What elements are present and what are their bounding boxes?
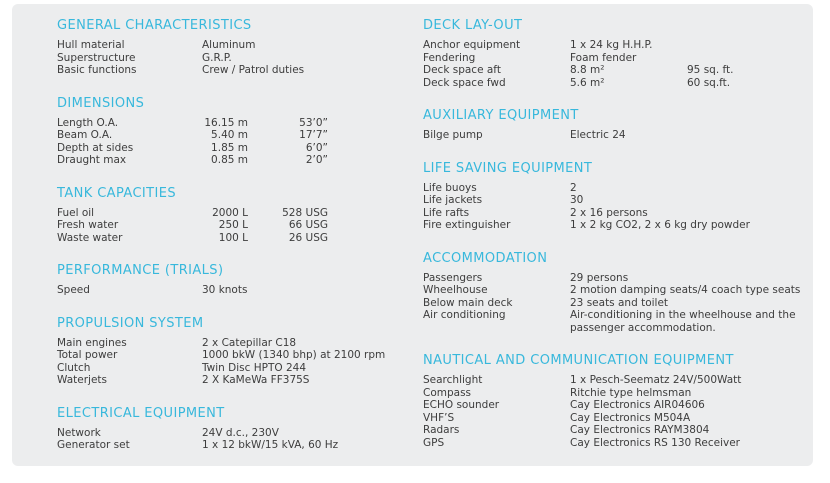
spec-label: Length O.A. xyxy=(57,116,119,129)
spec-label: Passengers xyxy=(423,271,483,284)
section-deck-lay-out xyxy=(423,18,815,89)
spec-value: 1000 bkW (1340 bhp) at 2100 rpm xyxy=(202,349,386,361)
spec-label: Depth at sides xyxy=(57,141,134,154)
spec-value: 16.15 m xyxy=(204,116,248,129)
spec-label: Speed xyxy=(57,284,90,296)
spec-row xyxy=(423,297,815,310)
spec-value: 66 USG xyxy=(288,219,328,231)
spec-value: Air-conditioning in the wheelhouse and the passenger accommodation. xyxy=(570,309,796,334)
spec-value: G.R.P. xyxy=(202,51,232,64)
spec-label: Network xyxy=(57,426,101,439)
spec-column-right xyxy=(423,18,815,468)
spec-row xyxy=(423,219,815,232)
spec-row xyxy=(57,117,397,130)
spec-row xyxy=(423,207,815,220)
spec-value: 53’0” xyxy=(299,116,328,129)
spec-value: 2 xyxy=(570,181,577,194)
spec-column-left xyxy=(57,18,397,471)
section-performance-trials xyxy=(57,263,397,297)
spec-label: Waste water xyxy=(57,231,123,244)
spec-label: Clutch xyxy=(57,361,91,374)
spec-row xyxy=(57,207,397,220)
spec-row xyxy=(423,194,815,207)
section-tank-capacities xyxy=(57,186,397,245)
spec-row xyxy=(57,129,397,142)
spec-value: Foam fender xyxy=(570,51,637,64)
spec-row xyxy=(423,437,815,450)
spec-label: Below main deck xyxy=(423,296,513,309)
section-title: AUXILIARY EQUIPMENT xyxy=(423,108,579,123)
spec-value: 1 x 2 kg CO2, 2 x 6 kg dry powder xyxy=(570,219,750,231)
spec-sheet-panel xyxy=(12,4,813,466)
spec-label: Main engines xyxy=(57,336,127,349)
section-dimensions xyxy=(57,96,397,167)
spec-label: Waterjets xyxy=(57,374,108,386)
spec-value: 1 x 12 bkW/15 kVA, 60 Hz xyxy=(202,439,339,451)
spec-label: Fuel oil xyxy=(57,206,95,219)
spec-row xyxy=(423,309,815,334)
spec-row xyxy=(57,64,397,77)
spec-value: 26 USG xyxy=(288,231,328,244)
spec-label: Searchlight xyxy=(423,374,483,386)
section-nautical-and-communication-equipment xyxy=(423,353,815,449)
spec-row xyxy=(57,39,397,52)
spec-value: 24V d.c., 230V xyxy=(202,426,279,439)
spec-label: Basic functions xyxy=(57,64,137,76)
spec-label: Deck space aft xyxy=(423,64,501,76)
spec-label: VHF’S xyxy=(423,411,455,424)
spec-label: Wheelhouse xyxy=(423,284,488,296)
spec-row xyxy=(423,387,815,400)
section-general-characteristics xyxy=(57,18,397,77)
spec-label: Fire extinguisher xyxy=(423,219,511,231)
spec-value: 2 x 16 persons xyxy=(570,206,648,219)
spec-row xyxy=(57,284,397,297)
spec-value: 2 x Catepillar C18 xyxy=(202,336,297,349)
spec-value: 2000 L xyxy=(212,206,248,219)
section-title: PERFORMANCE (TRIALS) xyxy=(57,263,224,278)
spec-label: Anchor equipment xyxy=(423,39,521,51)
spec-row xyxy=(57,142,397,155)
spec-row xyxy=(423,272,815,285)
spec-row xyxy=(423,284,815,297)
spec-row xyxy=(57,374,397,387)
spec-label: Generator set xyxy=(57,439,130,451)
spec-label: Life jackets xyxy=(423,194,483,206)
section-title: ELECTRICAL EQUIPMENT xyxy=(57,405,225,421)
section-propulsion-system xyxy=(57,316,397,387)
spec-label: Total power xyxy=(57,349,118,361)
spec-row xyxy=(57,232,397,245)
spec-value: 5.6 m² xyxy=(570,76,605,89)
spec-value: Ritchie type helmsman xyxy=(570,386,692,399)
spec-row xyxy=(423,64,815,77)
spec-value: Aluminum xyxy=(202,39,256,51)
spec-label: Life rafts xyxy=(423,206,470,219)
spec-label: Air conditioning xyxy=(423,309,506,321)
spec-value: 30 xyxy=(570,194,584,206)
spec-value: 5.40 m xyxy=(211,129,248,141)
spec-row xyxy=(423,129,815,142)
spec-label: Life buoys xyxy=(423,181,477,194)
spec-value: 2’0” xyxy=(305,154,328,166)
spec-label: Superstructure xyxy=(57,51,136,64)
section-auxiliary-equipment xyxy=(423,108,815,142)
spec-value: 6’0” xyxy=(305,141,328,154)
spec-value: 60 sq.ft. xyxy=(687,76,731,89)
spec-label: Hull material xyxy=(57,39,125,51)
section-title: DECK LAY-OUT xyxy=(423,18,523,33)
spec-label: Compass xyxy=(423,386,472,399)
spec-value: 23 seats and toilet xyxy=(570,296,669,309)
spec-row xyxy=(57,439,397,452)
spec-label: Fendering xyxy=(423,51,476,64)
spec-value: Electric 24 xyxy=(570,129,626,141)
section-title: GENERAL CHARACTERISTICS xyxy=(57,18,252,33)
spec-row xyxy=(57,219,397,232)
spec-label: Deck space fwd xyxy=(423,76,506,89)
spec-value: 95 sq. ft. xyxy=(687,64,734,76)
spec-value: 29 persons xyxy=(570,271,629,284)
spec-row xyxy=(57,52,397,65)
spec-row xyxy=(423,39,815,52)
spec-value: 2 motion damping seats/4 coach type seats xyxy=(570,284,801,296)
section-life-saving-equipment xyxy=(423,161,815,232)
spec-row xyxy=(57,337,397,350)
spec-row xyxy=(423,424,815,437)
section-title: NAUTICAL AND COMMUNICATION EQUIPMENT xyxy=(423,353,734,368)
spec-row xyxy=(423,77,815,90)
spec-row xyxy=(423,182,815,195)
spec-value: 1.85 m xyxy=(211,141,248,154)
spec-row xyxy=(423,412,815,425)
spec-value: Cay Electronics RS 130 Receiver xyxy=(570,436,740,449)
section-title: PROPULSION SYSTEM xyxy=(57,315,204,331)
spec-value: Cay Electronics AIR04606 xyxy=(570,399,705,411)
spec-row xyxy=(57,427,397,440)
spec-value: 528 USG xyxy=(282,206,328,219)
spec-label: Radars xyxy=(423,424,460,436)
section-accommodation xyxy=(423,251,815,335)
spec-value: Cay Electronics M504A xyxy=(570,411,691,424)
spec-value: 8.8 m² xyxy=(570,64,605,76)
section-title: ACCOMMODATION xyxy=(423,250,548,266)
spec-label: Beam O.A. xyxy=(57,129,113,141)
spec-label: ECHO sounder xyxy=(423,399,500,411)
spec-row xyxy=(57,362,397,375)
spec-value: 250 L xyxy=(218,219,248,231)
spec-row xyxy=(57,154,397,167)
spec-value: 1 x 24 kg H.H.P. xyxy=(570,39,653,51)
spec-value: 17’7” xyxy=(299,129,328,141)
section-title: TANK CAPACITIES xyxy=(57,185,177,201)
spec-value: 30 knots xyxy=(202,284,248,296)
spec-row xyxy=(423,52,815,65)
spec-value: 2 X KaMeWa FF375S xyxy=(202,374,310,386)
spec-value: 1 x Pesch-Seematz 24V/500Watt xyxy=(570,374,742,386)
spec-value: Twin Disc HPTO 244 xyxy=(202,361,307,374)
section-title: LIFE SAVING EQUIPMENT xyxy=(423,160,593,176)
spec-value: Cay Electronics RAYM3804 xyxy=(570,424,710,436)
spec-label: Draught max xyxy=(57,154,127,166)
spec-row xyxy=(423,374,815,387)
section-electrical-equipment xyxy=(57,406,397,452)
spec-value: 0.85 m xyxy=(211,154,248,166)
section-title: DIMENSIONS xyxy=(57,95,145,111)
spec-value: 100 L xyxy=(218,231,248,244)
spec-row xyxy=(57,349,397,362)
spec-value: Crew / Patrol duties xyxy=(202,64,305,76)
spec-row xyxy=(423,399,815,412)
spec-label: Fresh water xyxy=(57,219,119,231)
spec-label: GPS xyxy=(423,436,445,449)
spec-label: Bilge pump xyxy=(423,129,483,141)
